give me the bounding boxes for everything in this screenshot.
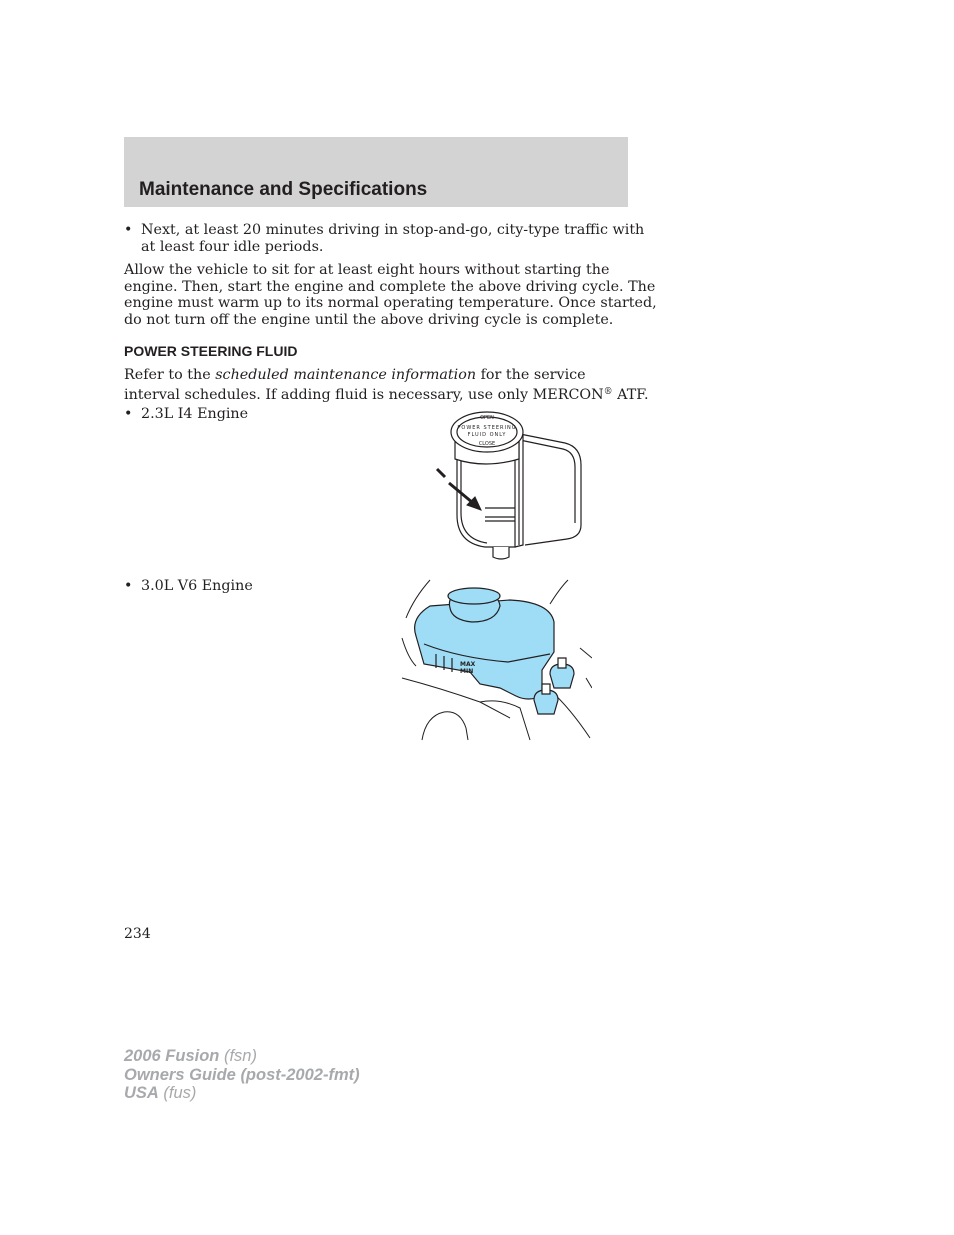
engine-label: 3.0L V6 Engine: [141, 578, 253, 594]
footer-model-code: (fsn): [219, 1047, 257, 1065]
reference-paragraph: [124, 367, 649, 403]
footer-line: [124, 1084, 360, 1103]
paragraph-line: do not turn off the engine until the above driving cycle is complete.: [124, 311, 614, 328]
max-level-label: MAX: [460, 661, 476, 668]
text-run: for the service: [476, 367, 586, 383]
reservoir-illustration-3-0l: [400, 578, 592, 742]
cap-open-label: OPEN: [480, 415, 494, 421]
footer-line: [124, 1047, 360, 1066]
bullet-icon: •: [124, 406, 133, 422]
paragraph-line: [124, 384, 649, 404]
text-run: interval schedules. If adding fluid is necessary, use only MERCON: [124, 386, 604, 403]
paragraph-line: [124, 367, 630, 384]
document-footer: [124, 1047, 360, 1103]
text-run: ATF.: [612, 386, 649, 403]
footer-model: 2006 Fusion: [124, 1047, 220, 1065]
italic-reference: scheduled maintenance information: [215, 367, 477, 383]
footer-guide: Owners Guide (post-2002-fmt): [124, 1065, 360, 1084]
footer-line: [124, 1066, 360, 1085]
page-number: 234: [124, 926, 151, 942]
engine-label: 2.3L I4 Engine: [141, 406, 249, 422]
page-title: Maintenance and Specifications: [139, 179, 428, 200]
body-paragraph: [124, 262, 657, 328]
footer-market: USA: [124, 1084, 159, 1102]
paragraph-line: engine must warm up to its normal operating temperature. Once started,: [124, 295, 657, 312]
reservoir-illustration-2-3l: [415, 405, 590, 565]
bullet-icon: •: [124, 578, 133, 594]
text-run: Refer to the: [124, 367, 216, 383]
section-header-band: [124, 137, 628, 207]
paragraph-line: Allow the vehicle to sit for at least eight hours without starting the: [124, 262, 610, 278]
registered-mark: ®: [603, 386, 613, 397]
bullet-line: Next, at least 20 minutes driving in stop-and-go, city-type traffic with: [141, 222, 645, 238]
bullet-line: at least four idle periods.: [141, 238, 324, 255]
min-level-label: MIN: [460, 668, 474, 675]
footer-market-code: (fus): [158, 1084, 197, 1102]
cap-text-mid: FLUID ONLY: [467, 432, 507, 438]
cap-close-label: CLOSE: [478, 441, 496, 447]
paragraph-line: engine. Then, start the engine and complete the above driving cycle. The: [124, 278, 656, 295]
section-heading: POWER STEERING FLUID: [124, 343, 298, 359]
bullet-icon: •: [124, 222, 133, 238]
cap-text-top: POWER STEERING: [457, 425, 517, 431]
